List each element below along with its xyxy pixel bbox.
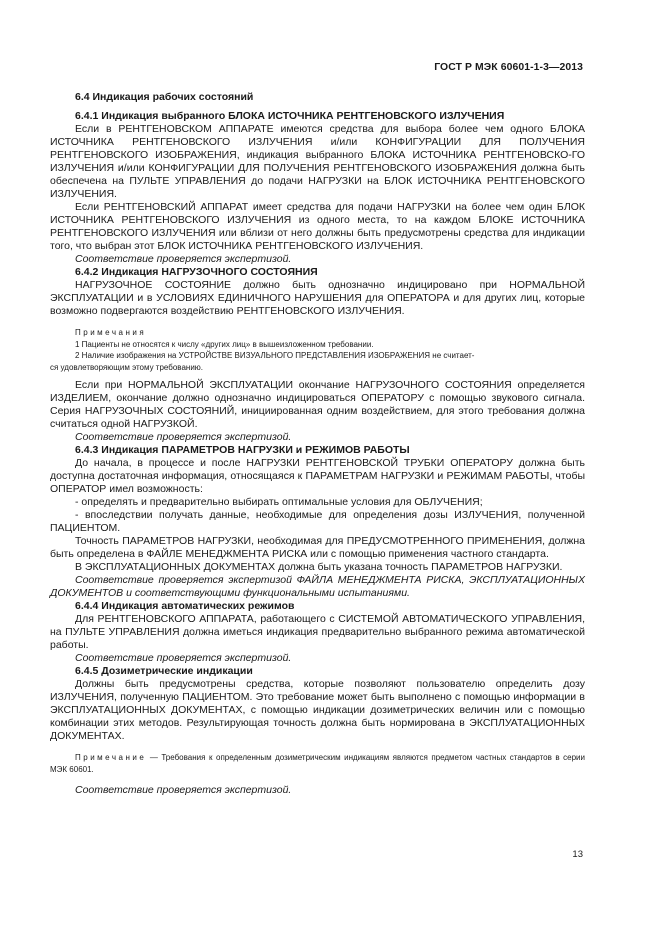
- compliance-statement: Соответствие проверяется экспертизой.: [75, 652, 292, 664]
- note-text: — Требования к определенным дозиметрическим индикациям являются предметом частных стандартов в серии МЭК 60601.: [50, 753, 585, 774]
- paragraph: Точность ПАРАМЕТРОВ НАГРУЗКИ, необходимая для ПРЕДУСМОТРЕННОГО ПРИМЕНЕНИЯ, должна быть определена в ФАЙЛЕ МЕНЕДЖМЕНТА РИСКА или с помощью применения частного стандарта.: [50, 535, 585, 560]
- compliance-statement: Соответствие проверяется экспертизой.: [75, 784, 292, 796]
- paragraph: Если в РЕНТГЕНОВСКОМ АППАРАТЕ имеются средства для выбора более чем одного БЛОКА ИСТОЧНИКА РЕНТГЕНОВСКОГО ИЗЛУЧЕНИЯ и/или КОНФИГУРАЦИИ ДЛЯ ПОЛУЧЕНИЯ РЕНТГЕНОВСКОГО ИЗОБРАЖЕНИЯ, индикация выбранного БЛОКА ИСТОЧНИКА РЕНТГЕНОВСКО-ГО ИЗЛУЧЕНИЯ и/или КОНФИГУРАЦИИ ДЛЯ ПОЛУЧЕНИЯ РЕНТГЕНОВСКОГО ИЗОБРАЖЕНИЯ должна быть обеспечена на ПУЛЬТЕ УПРАВЛЕНИЯ до подачи НАГРУЗКИ на БЛОК ИСТОЧНИКА РЕНТГЕНОВСКОГО ИЗЛУЧЕНИЯ.: [50, 123, 585, 200]
- document-header: ГОСТ Р МЭК 60601-1-3—2013: [434, 62, 583, 73]
- document-body: [50, 91, 585, 797]
- section-6-4-2-heading: 6.4.2 Индикация НАГРУЗОЧНОГО СОСТОЯНИЯ: [75, 266, 318, 278]
- section-6-4-1-heading: 6.4.1 Индикация выбранного БЛОКА ИСТОЧНИКА РЕНТГЕНОВСКОГО ИЗЛУЧЕНИЯ: [75, 110, 505, 122]
- section-6-4-3-heading: 6.4.3 Индикация ПАРАМЕТРОВ НАГРУЗКИ и РЕЖИМОВ РАБОТЫ: [75, 444, 410, 456]
- note-item-continuation: ся удовлетворяющим этому требованию.: [50, 362, 204, 372]
- paragraph: До начала, в процессе и после НАГРУЗКИ РЕНТГЕНОВСКОЙ ТРУБКИ ОПЕРАТОРУ должна быть доступна достаточная информация, относящаяся к ПАРАМЕТРАМ НАГРУЗКИ и РЕЖИМАМ РАБОТЫ, чтобы ОПЕРАТОР имел возможность:: [50, 457, 585, 495]
- section-6-4-heading: 6.4 Индикация рабочих состояний: [75, 91, 254, 103]
- list-item: - определять и предварительно выбирать оптимальные условия для ОБЛУЧЕНИЯ;: [75, 496, 483, 508]
- notes-block: [50, 327, 585, 373]
- paragraph: Для РЕНТГЕНОВСКОГО АППАРАТА, работающего с СИСТЕМОЙ АВТОМАТИЧЕСКОГО УПРАВЛЕНИЯ, на ПУЛЬТЕ УПРАВЛЕНИЯ должна иметься индикация предварительно выбранного режима автоматической работы.: [50, 613, 585, 651]
- notes-label: Примечания: [75, 328, 147, 337]
- section-6-4-4-heading: 6.4.4 Индикация автоматических режимов: [75, 600, 295, 612]
- compliance-statement: Соответствие проверяется экспертизой ФАЙЛА МЕНЕДЖМЕНТА РИСКА, ЭКСПЛУАТАЦИОННЫХ ДОКУМЕНТОВ и соответствующими функциональными испытаниями.: [50, 574, 585, 599]
- section-6-4-5-heading: 6.4.5 Дозиметрические индикации: [75, 665, 253, 677]
- paragraph: НАГРУЗОЧНОЕ СОСТОЯНИЕ должно быть однозначно индицировано при НОРМАЛЬНОЙ ЭКСПЛУАТАЦИИ и в УСЛОВИЯХ ЕДИНИЧНОГО НАРУШЕНИЯ для ОПЕРАТОРА и для других лиц, которые возможно подвергаются воздействию РЕНТГЕНОВСКОГО ИЗЛУЧЕНИЯ.: [50, 279, 585, 317]
- paragraph: Если РЕНТГЕНОВСКИЙ АППАРАТ имеет средства для подачи НАГРУЗКИ на более чем один БЛОК ИСТОЧНИКА РЕНТГЕНОВСКОГО ИЗЛУЧЕНИЯ из одного места, то на каждом БЛОКЕ ИСТОЧНИКА РЕНТГЕНОВСКОГО ИЗЛУЧЕНИЯ или вблизи от него должны быть предусмотрены средства для индикации того, что выбран этот БЛОК ИСТОЧНИКА РЕНТГЕНОВСКОГО ИЗЛУЧЕНИЯ.: [50, 201, 585, 252]
- paragraph: Должны быть предусмотрены средства, которые позволяют пользователю определить дозу ИЗЛУЧЕНИЯ, полученную ПАЦИЕНТОМ. Это требование может быть выполнено с помощью информации в ЭКСПЛУАТАЦИОННЫХ ДОКУМЕНТАХ, с помощью индикации дозиметрических величин или с помощью комбинации этих методов. Результирующая точность должна быть нормирована в ЭКСПЛУАТАЦИОННЫХ ДОКУМЕНТАХ.: [50, 678, 585, 742]
- paragraph: В ЭКСПЛУАТАЦИОННЫХ ДОКУМЕНТАХ должна быть указана точность ПАРАМЕТРОВ НАГРУЗКИ.: [75, 561, 563, 573]
- note-item: 2 Наличие изображения на УСТРОЙСТВЕ ВИЗУАЛЬНОГО ПРЕДСТАВЛЕНИЯ ИЗОБРАЖЕНИЯ не считает-: [75, 351, 475, 360]
- list-item: - впоследствии получать данные, необходимые для определения дозы ИЗЛУЧЕНИЯ, полученной ПАЦИЕНТОМ.: [50, 509, 585, 534]
- paragraph: Если при НОРМАЛЬНОЙ ЭКСПЛУАТАЦИИ окончание НАГРУЗОЧНОГО СОСТОЯНИЯ определяется ИЗДЕЛИЕМ, окончание должно однозначно индицироваться ОПЕРАТОРУ с помощью звукового сигнала. Серия НАГРУЗОЧНЫХ СОСТОЯНИЙ, инициированная одним воздействием, для этого требования должна считаться одной НАГРУЗКОЙ.: [50, 379, 585, 430]
- compliance-statement: Соответствие проверяется экспертизой.: [75, 253, 292, 265]
- compliance-statement: Соответствие проверяется экспертизой.: [75, 431, 292, 443]
- note-block: [50, 752, 585, 775]
- note-item: 1 Пациенты не относятся к числу «других лиц» в вышеизложенном требовании.: [75, 339, 374, 349]
- note-label: Примечание: [75, 753, 147, 762]
- page-number: 13: [572, 849, 583, 860]
